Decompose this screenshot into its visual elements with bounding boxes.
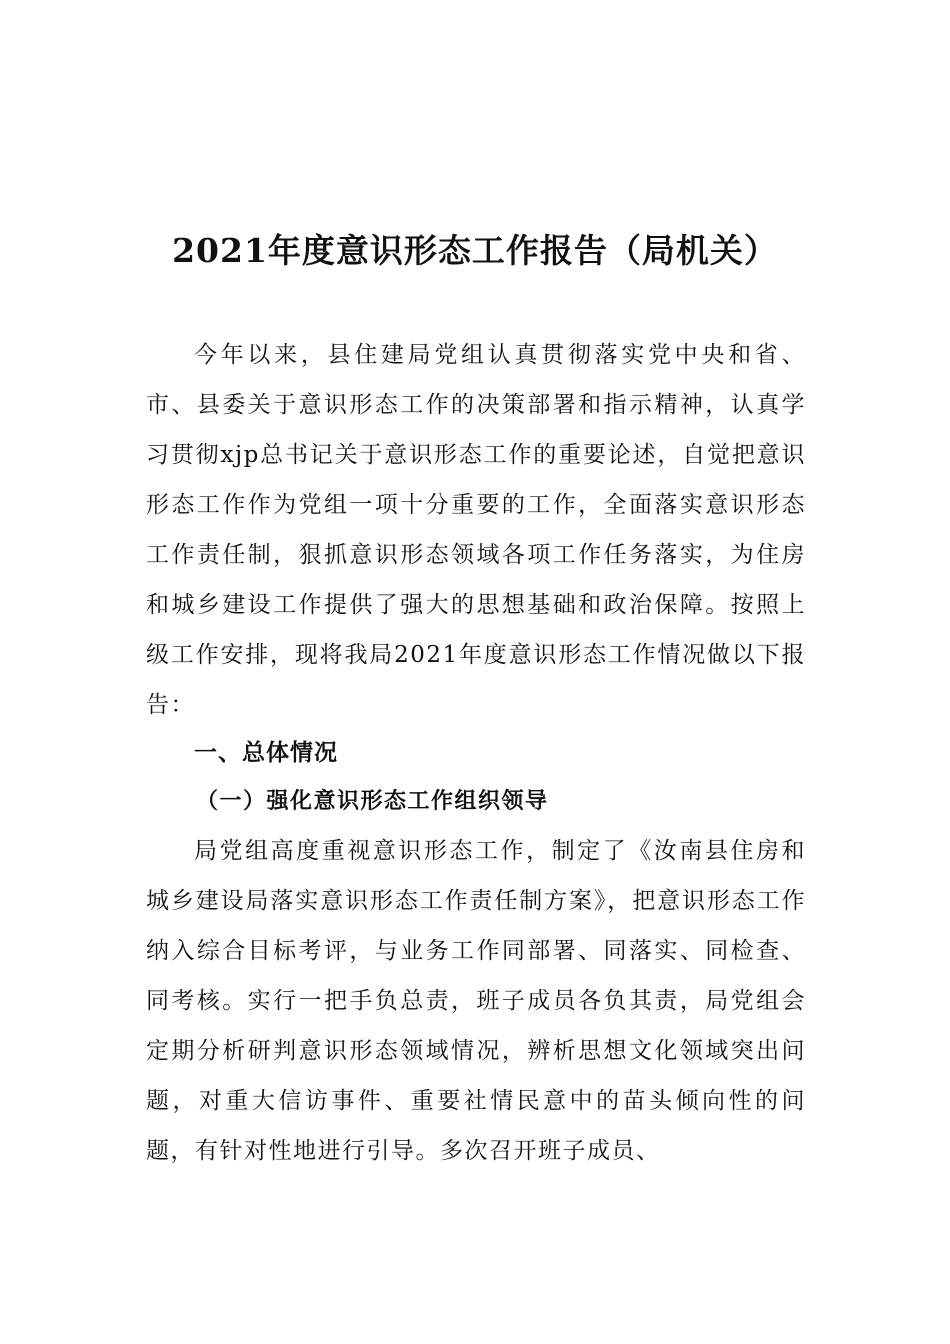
leadership-paragraph: 局党组高度重视意识形态工作，制定了《汝南县住房和城乡建设局落实意识形态工作责任制方案》，把意识形态工作纳入综合目标考评，与业务工作同部署、同落实、同检查、同考核。实行一把手负总责，班子成员各负其责，局党组会定期分析研判意识形态领域情况，辨析思想文化领域突出问题，对重大信访事件、重要社情民意中的苗头倾向性的问题，有针对性地进行引导。多次召开班子成员、 <box>146 838 806 1164</box>
section-heading-overall: 一、总体情况 <box>194 739 338 766</box>
document-title: 2021年度意识形态工作报告（局机关） <box>172 231 778 270</box>
intro-paragraph: 今年以来，县住建局党组认真贯彻落实党中央和省、市、县委关于意识形态工作的决策部署和指示精神，认真学习贯彻xjp总书记关于意识形态工作的重要论述，自觉把意识形态工作作为党组一项十分重要的工作，全面落实意识形态工作责任制，狠抓意识形态领域各项工作任务落实，为住房和城乡建设工作提供了强大的思想基础和政治保障。按照上级工作安排，现将我局2021年度意识形态工作情况做以下报告： <box>146 342 806 718</box>
subsection-heading-leadership: （一）强化意识形态工作组织领导 <box>196 788 549 814</box>
